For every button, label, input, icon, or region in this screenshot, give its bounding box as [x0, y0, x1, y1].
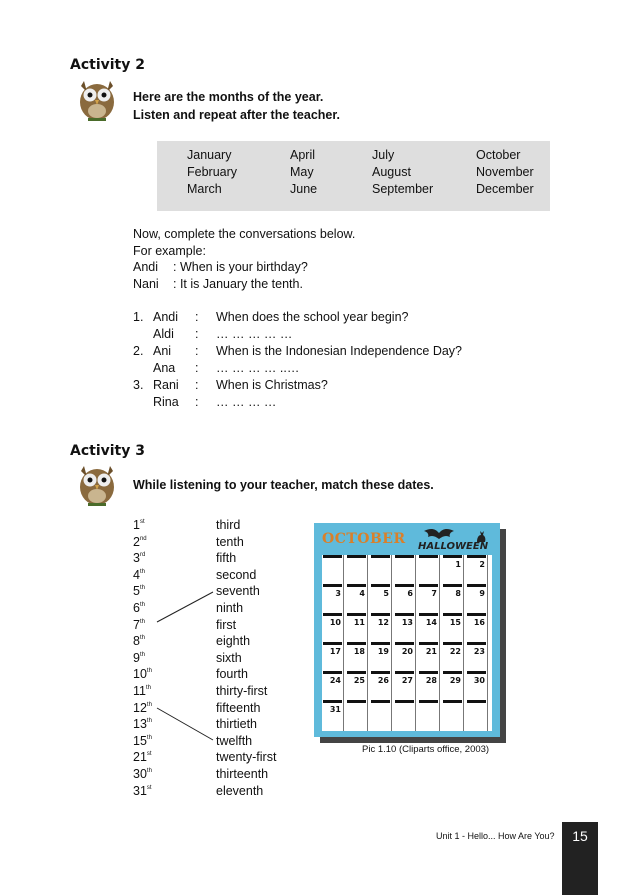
calendar-day: [418, 555, 440, 586]
calendar-day-number: 20: [401, 647, 413, 656]
calendar-day-number: 31: [329, 705, 341, 714]
conversation-line: … … … … …: [216, 327, 293, 341]
calendar-day: [466, 555, 488, 586]
calendar-day: [322, 642, 344, 673]
bat-icon: [422, 527, 456, 541]
ordinal-number: 1st: [133, 518, 145, 532]
calendar-day-bar: [347, 613, 366, 616]
calendar-day-number: 6: [407, 589, 413, 598]
calendar-day-bar: [371, 584, 390, 587]
calendar-day-number: 25: [353, 676, 365, 685]
conversation-num: 2.: [133, 344, 144, 358]
ordinal-word: second: [216, 567, 257, 582]
calendar-day-bar: [443, 700, 462, 703]
months-column-3: July August September: [372, 148, 434, 196]
calendar-day-number: 18: [353, 647, 365, 656]
conversation-line: When does the school year begin?: [216, 310, 409, 324]
calendar-day-bar: [395, 700, 414, 703]
calendar-day-number: 13: [401, 618, 413, 627]
calendar-day: [322, 555, 344, 586]
calendar-day-bar: [323, 584, 342, 587]
calendar-day: [346, 584, 368, 615]
calendar-day: [322, 613, 344, 644]
ordinal-word: fifth: [216, 551, 237, 566]
calendar-day: [418, 613, 440, 644]
ordinal-word: first: [216, 617, 237, 632]
calendar-day-bar: [395, 584, 414, 587]
ordinal-number: 31st: [133, 783, 152, 798]
conversation-intro: Now, complete the conversations below. For example:: [133, 227, 356, 258]
calendar-day-bar: [371, 671, 390, 674]
calendar-day-number: 12: [377, 618, 389, 627]
calendar-day: [418, 642, 440, 673]
conversation-colon: :: [195, 395, 199, 409]
ordinal-word: eighth: [216, 634, 251, 649]
ordinal-number: 13th: [133, 717, 152, 732]
conversation-colon: :: [195, 327, 199, 341]
calendar-day-number: 17: [329, 647, 341, 656]
calendar-day-number: 30: [473, 676, 485, 685]
example-line: Andi : When is your birthday?: [133, 260, 308, 274]
match-line: [157, 592, 213, 622]
ordinal-word: tenth: [216, 534, 244, 549]
calendar-day: [322, 584, 344, 615]
ordinal-number: 11th: [133, 684, 151, 698]
calendar-day: [394, 642, 416, 673]
conversation-num: 1.: [133, 310, 144, 324]
calendar-day-bar: [443, 584, 462, 587]
calendar-day-number: 15: [449, 618, 461, 627]
calendar-day-number: 8: [455, 589, 461, 598]
calendar-grid: [322, 555, 492, 731]
calendar-day: [322, 700, 344, 731]
calendar-day-number: 9: [479, 589, 485, 598]
calendar-day-bar: [467, 700, 486, 703]
ordinal-word: third: [216, 518, 241, 532]
conversation-colon: :: [195, 378, 199, 392]
calendar-day: [442, 642, 464, 673]
ordinal-number: 4th: [133, 567, 145, 582]
ordinal-word: ninth: [216, 601, 244, 615]
ordinal-number: 5th: [133, 584, 145, 599]
ordinal-word: fourth: [216, 667, 248, 682]
ordinal-word: sixth: [216, 650, 242, 665]
page-number: 15: [572, 828, 588, 844]
conversation-colon: :: [195, 361, 199, 375]
calendar-day: [346, 555, 368, 586]
calendar-day-bar: [323, 700, 342, 703]
ordinal-number: 10th: [133, 667, 152, 682]
conversation-num: 3.: [133, 378, 144, 392]
activity-3-title: Activity 3: [70, 443, 145, 459]
conversation-speaker: Aldi: [153, 327, 174, 341]
calendar-day-number: 5: [383, 589, 389, 598]
calendar-day-bar: [347, 642, 366, 645]
calendar-day: [322, 671, 344, 702]
calendar-day-bar: [395, 613, 414, 616]
calendar-day-number: 7: [431, 589, 437, 598]
calendar-day-bar: [419, 642, 438, 645]
calendar-day-number: 21: [425, 647, 437, 656]
calendar-day-number: 27: [401, 676, 413, 685]
calendar-day: [370, 671, 392, 702]
conversation-line: … … … …: [216, 395, 277, 409]
calendar-day-bar: [443, 613, 462, 616]
calendar-day-bar: [371, 613, 390, 616]
calendar-day: [370, 584, 392, 615]
calendar-day-number: 22: [449, 647, 461, 656]
calendar-day: [442, 555, 464, 586]
activity-2-instruction: Here are the months of the year. Listen and repeat after the teacher.: [133, 90, 341, 122]
calendar-day-number: 11: [353, 618, 365, 627]
calendar-day-bar: [371, 642, 390, 645]
calendar-day-bar: [467, 584, 486, 587]
match-line: [157, 708, 213, 740]
ordinal-word: thirtieth: [216, 717, 257, 732]
ordinal-word: seventh: [216, 584, 260, 599]
calendar-day-bar: [419, 700, 438, 703]
months-column-4: October November December: [476, 148, 534, 196]
ordinal-word: thirty-first: [216, 684, 268, 698]
calendar-day: [442, 584, 464, 615]
calendar-day-bar: [323, 555, 342, 558]
calendar-day-bar: [443, 642, 462, 645]
conversation-speaker: Ana: [153, 361, 176, 375]
ordinal-number: 12th: [133, 700, 152, 715]
calendar-day-number: 26: [377, 676, 389, 685]
calendar-day-number: 23: [473, 647, 485, 656]
months-column-2: April May June: [290, 148, 318, 196]
calendar-day-number: 4: [359, 589, 365, 598]
halloween-calendar: [314, 523, 500, 737]
conversation-speaker: Ani: [153, 344, 172, 358]
ordinal-number: 8th: [133, 634, 145, 649]
calendar-day-bar: [323, 642, 342, 645]
ordinal-number: 15th: [133, 733, 152, 748]
calendar-day-number: 3: [335, 589, 341, 598]
calendar-day-number: 14: [425, 618, 437, 627]
calendar-day: [442, 671, 464, 702]
ordinal-number: 30th: [133, 767, 152, 781]
calendar-day: [466, 700, 488, 731]
calendar-day: [370, 555, 392, 586]
calendar-day: [346, 671, 368, 702]
calendar-day: [394, 555, 416, 586]
calendar-day-bar: [467, 642, 486, 645]
ordinal-word: eleventh: [216, 783, 264, 798]
calendar-day: [418, 700, 440, 731]
calendar-day: [442, 613, 464, 644]
activity-2-title: Activity 2: [70, 57, 145, 73]
calendar-day-bar: [347, 584, 366, 587]
ordinal-number: 2nd: [133, 534, 147, 549]
calendar-day-number: 28: [425, 676, 437, 685]
conversation-line: When is Christmas?: [216, 378, 328, 392]
calendar-day: [418, 671, 440, 702]
example-line: Nani : It is January the tenth.: [133, 277, 303, 291]
calendar-day-bar: [347, 671, 366, 674]
conversation-colon: :: [195, 344, 199, 358]
conversation-speaker: Rani: [153, 378, 179, 392]
calendar-day: [346, 700, 368, 731]
calendar-day-number: 2: [479, 560, 485, 569]
conversation-colon: :: [195, 310, 199, 324]
calendar-day: [394, 613, 416, 644]
calendar-day-bar: [443, 671, 462, 674]
calendar-day-bar: [419, 613, 438, 616]
page-number-box: [562, 822, 598, 895]
calendar-day-bar: [419, 671, 438, 674]
ordinal-word: thirteenth: [216, 767, 269, 781]
calendar-day: [370, 700, 392, 731]
calendar-day: [370, 613, 392, 644]
calendar-day-bar: [419, 555, 438, 558]
calendar-day-bar: [395, 555, 414, 558]
calendar-day: [346, 613, 368, 644]
ordinal-word: twenty-first: [216, 750, 277, 765]
calendar-day: [370, 642, 392, 673]
calendar-day: [442, 700, 464, 731]
calendar-day: [418, 584, 440, 615]
ordinal-word: fifteenth: [216, 700, 261, 715]
calendar-day-bar: [371, 700, 390, 703]
months-column-1: January February March: [187, 148, 238, 196]
conversation-line: … … … … ..…: [216, 361, 300, 375]
calendar-day-bar: [419, 584, 438, 587]
calendar-day-number: 19: [377, 647, 389, 656]
calendar-day-number: 16: [473, 618, 485, 627]
calendar-day: [346, 642, 368, 673]
calendar-day: [466, 584, 488, 615]
ordinal-number: 9th: [133, 650, 145, 665]
calendar-day-bar: [467, 555, 486, 558]
calendar-day-number: 1: [455, 560, 461, 569]
calendar-day-number: 24: [329, 676, 341, 685]
calendar-day-number: 10: [329, 618, 341, 627]
calendar-day-bar: [467, 671, 486, 674]
calendar-day-bar: [323, 671, 342, 674]
calendar-day: [466, 671, 488, 702]
calendar-day-bar: [395, 671, 414, 674]
ordinal-number: 21st: [133, 750, 152, 765]
calendar-day-number: 29: [449, 676, 461, 685]
calendar-day: [394, 584, 416, 615]
calendar-day-bar: [371, 555, 390, 558]
calendar-day: [466, 613, 488, 644]
calendar-title: OCTOBER: [322, 531, 406, 547]
calendar-day-bar: [395, 642, 414, 645]
calendar-day: [466, 642, 488, 673]
calendar-day: [394, 700, 416, 731]
calendar-subtitle: HALLOWEEN: [418, 541, 489, 552]
calendar-day-bar: [323, 613, 342, 616]
calendar-day-bar: [347, 555, 366, 558]
conversation-speaker: Andi: [153, 310, 179, 324]
activity-3-instruction: While listening to your teacher, match these dates.: [133, 478, 434, 492]
footer-unit-title: Unit 1 - Hello... How Are You?: [436, 831, 555, 841]
calendar-day-bar: [467, 613, 486, 616]
conversation-line: When is the Indonesian Independence Day?: [216, 344, 463, 358]
calendar-day-bar: [443, 555, 462, 558]
calendar-day-bar: [347, 700, 366, 703]
calendar-day: [394, 671, 416, 702]
picture-caption: Pic 1.10 (Cliparts office, 2003): [362, 744, 490, 755]
ordinal-number: 7th: [133, 617, 145, 632]
ordinal-word: twelfth: [216, 733, 253, 748]
ordinal-number: 6th: [133, 601, 145, 615]
ordinal-number: 3rd: [133, 551, 146, 566]
conversation-speaker: Rina: [153, 395, 179, 409]
